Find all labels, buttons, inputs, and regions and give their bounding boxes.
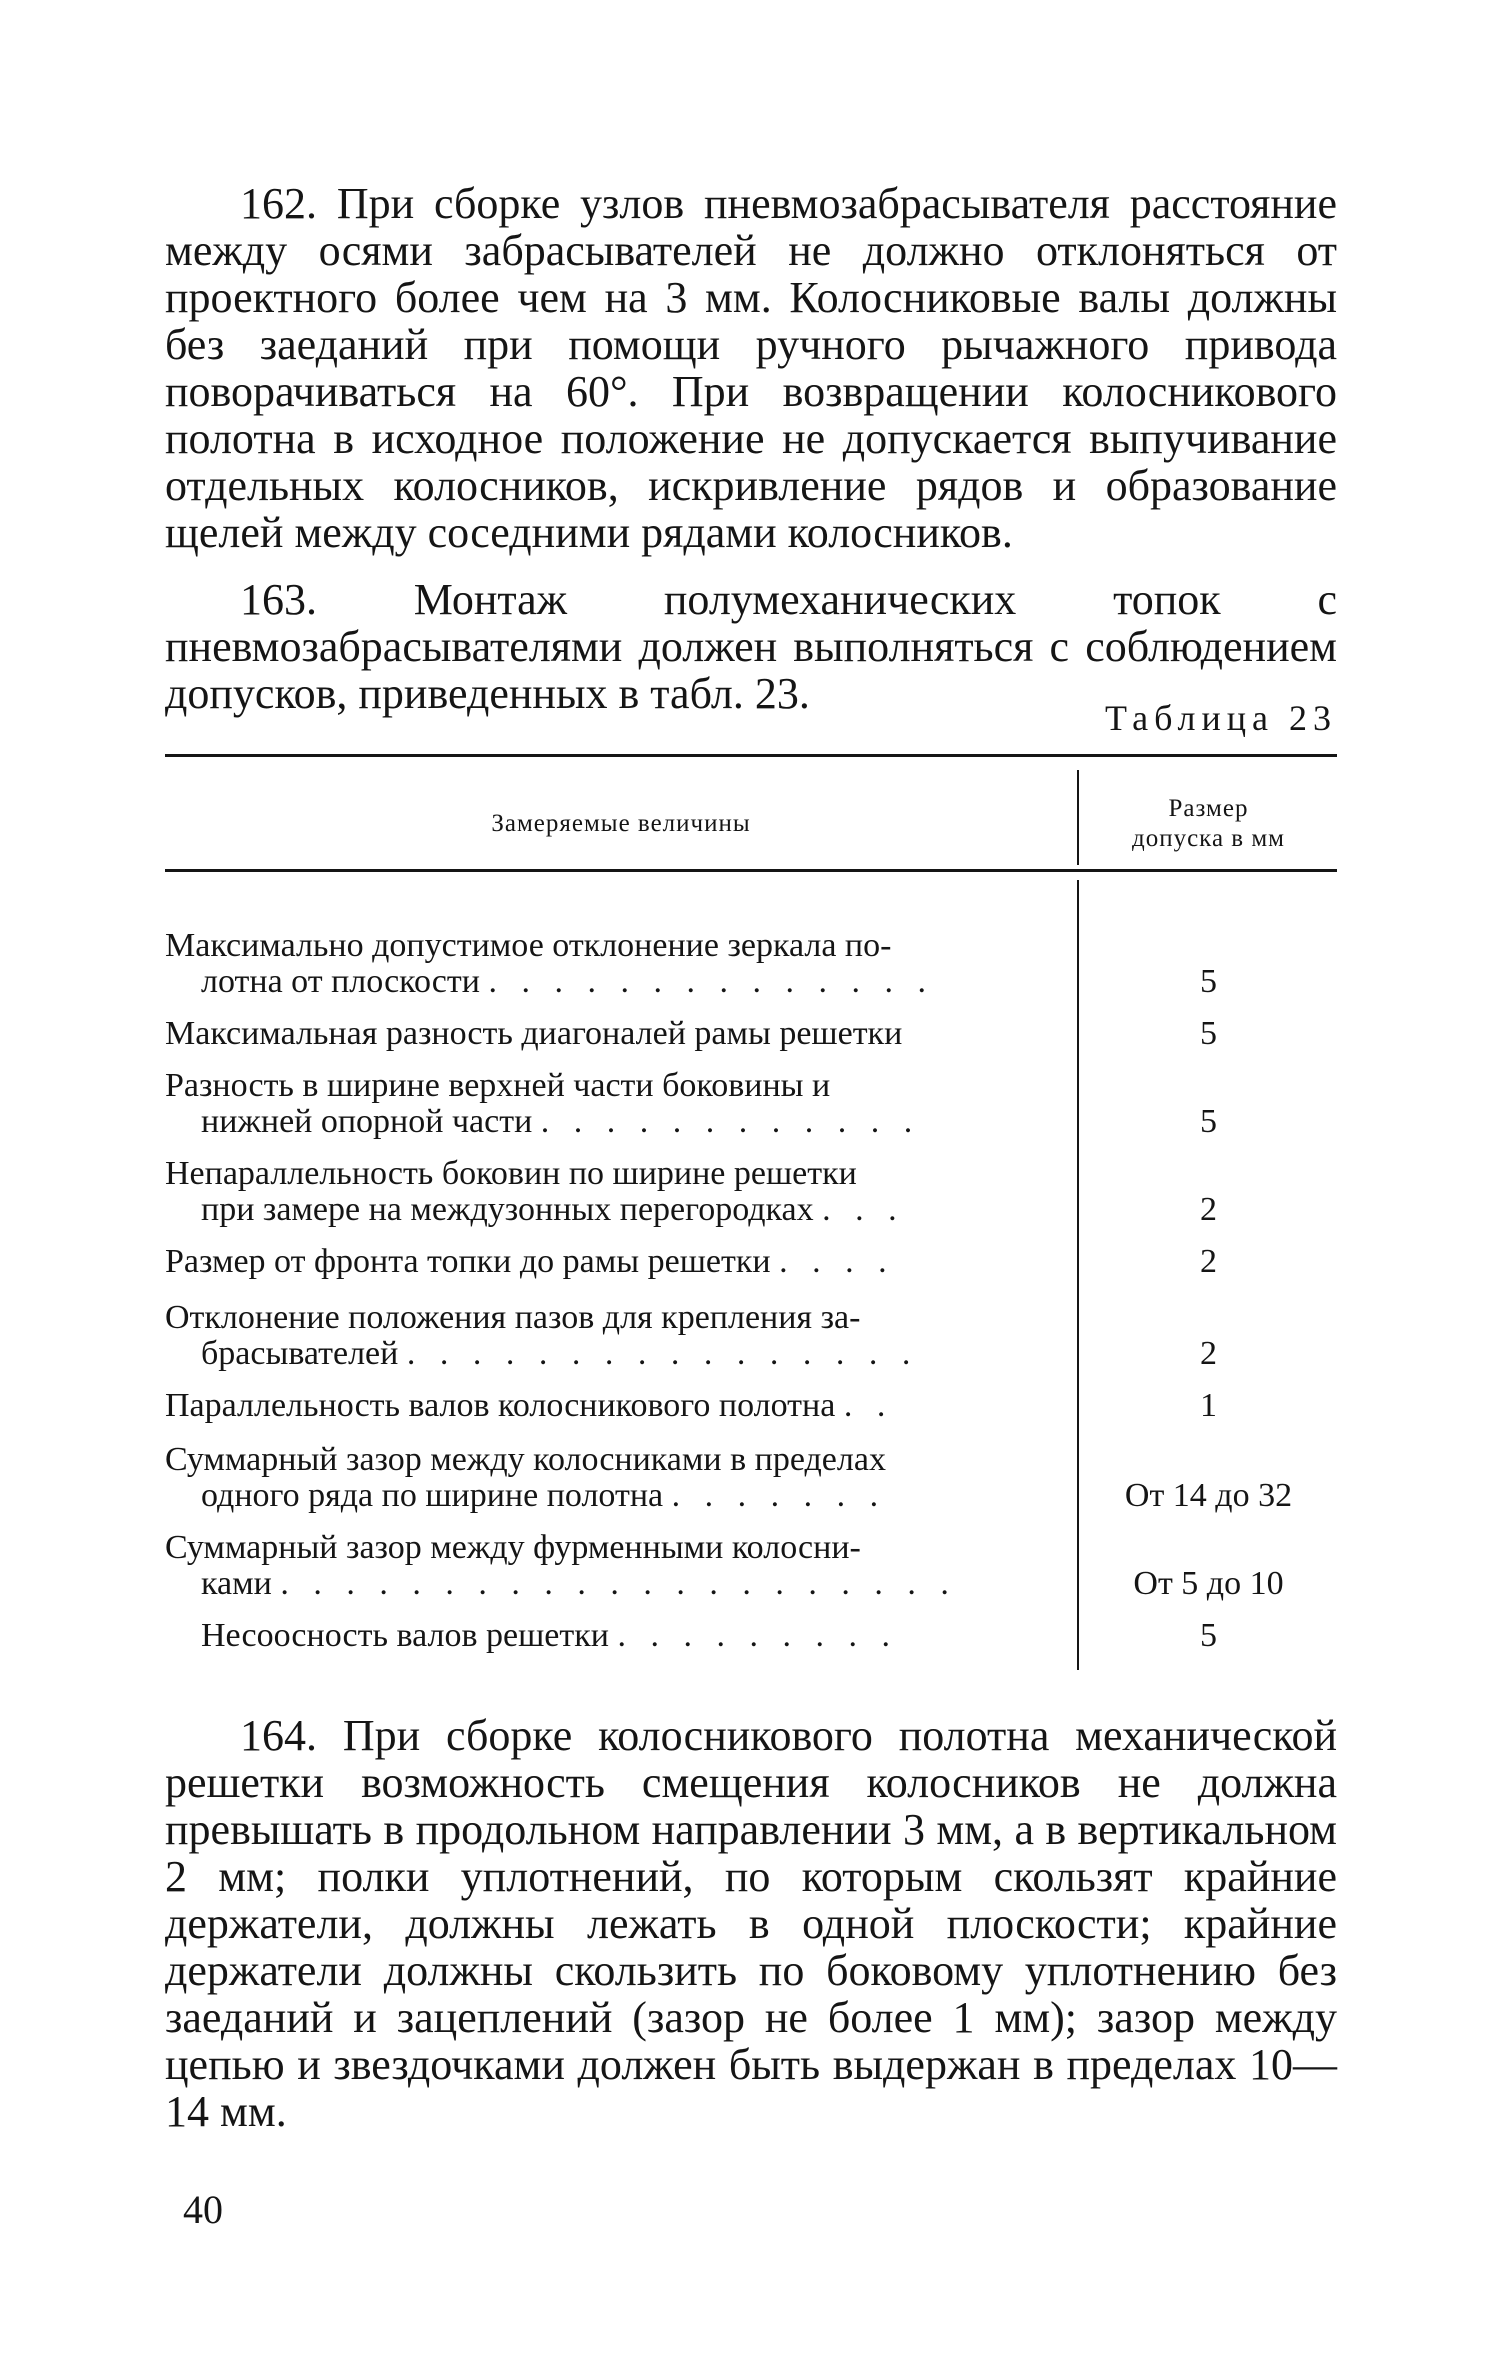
row-value: 2	[1200, 1243, 1217, 1280]
leader-dots: . . . .	[779, 1243, 895, 1280]
row-label-line1: Суммарный зазор между колосниками в пределах	[165, 1441, 886, 1478]
row-label	[165, 1618, 1065, 1654]
page-number: 40	[183, 2187, 223, 2232]
row-value: 5	[1200, 1617, 1217, 1654]
row-label-line2-wrap	[165, 1336, 1065, 1372]
row-value: 5	[1200, 1015, 1217, 1052]
leader-dots: . . . . . . . . . . . . . .	[488, 963, 934, 1000]
row-label-line1: Разность в ширине верхней части боковины и	[165, 1067, 831, 1104]
header-tolerance-line1: Размер	[1168, 795, 1249, 822]
row-label	[165, 1300, 1065, 1372]
header-tolerance-line2: допуска в мм	[1131, 825, 1285, 852]
row-label-line1: Отклонение положения пазов для крепления за-	[165, 1299, 861, 1336]
leader-dots: . . . . . . . . . . . .	[540, 1103, 921, 1140]
row-label	[165, 1068, 1065, 1140]
row-label-line1: Непараллельность боковин по ширине решетки	[165, 1155, 857, 1192]
leader-dots: . . . . . . . . . . . . . . . . . . . . .	[280, 1565, 957, 1602]
leader-dots: . . . . . . .	[671, 1477, 887, 1514]
row-value: 2	[1200, 1191, 1217, 1228]
row-label-line2-wrap	[165, 1478, 1065, 1514]
table-header-divider	[1077, 770, 1079, 865]
row-label-line2: ками	[201, 1565, 272, 1602]
row-label	[165, 1156, 1065, 1228]
row-label-line1: Суммарный зазор между фурменными колосни-	[165, 1529, 861, 1566]
row-label-line2-wrap	[165, 1104, 1065, 1140]
row-label-line1: Максимальная разность диагоналей рамы решетки	[165, 1015, 903, 1052]
row-label-line2-wrap	[165, 964, 1065, 1000]
row-value: 1	[1200, 1387, 1217, 1424]
row-label-line2: одного ряда по ширине полотна	[201, 1477, 664, 1514]
row-label-line1: Параллельность валов колосникового полотна	[165, 1387, 836, 1424]
table-caption: Таблица 23	[1105, 698, 1337, 738]
row-label-line1: Несоосность валов решетки	[201, 1617, 609, 1654]
row-label	[165, 1388, 1065, 1424]
table-header-measured	[165, 772, 1077, 876]
row-label	[165, 1016, 1065, 1052]
paragraph-163-text: 163. Монтаж полумеханических топок с пневмозабрасывателями должен выполняться с соблюдением допусков, приведенных в табл. 23.	[165, 575, 1337, 718]
row-label-line2: при замере на междузонных перегородках	[201, 1191, 814, 1228]
paragraph-164	[165, 1712, 1337, 2135]
row-label-line1: Максимально допустимое отклонение зеркала по-	[165, 927, 892, 964]
table-header-tolerance	[1080, 772, 1337, 876]
row-label-line1: Размер от фронта топки до рамы решетки	[165, 1243, 771, 1280]
row-label-line2: нижней опорной части	[201, 1103, 533, 1140]
paragraph-164-text: 164. При сборке колосникового полотна механической решетки возможность смещения колосников не должна превышать в продольном направлении 3 мм, а в вертикальном 2 мм; полки уплотнений, по которым скользят крайние держатели, должны лежать в одной плоскости; крайние держатели должны скользить по боковому уплотнению без заеданий и зацеплений (зазор не более 1 мм); зазор между цепью и звездочками должен быть выдержан в пределах 10—14 мм.	[165, 1711, 1337, 2136]
row-value: 5	[1200, 1103, 1217, 1140]
paragraph-162	[165, 180, 1337, 556]
row-label	[165, 1244, 1065, 1280]
paragraph-162-text: 162. При сборке узлов пневмозабрасывателя расстояние между осями забрасывателей не должно отклоняться от проектного более чем на 3 мм. Колосниковые валы должны без заеданий при помощи ручного рычажного привода поворачиваться на 60°. При возвращении колосникового полотна в исходное положение не допускается выпучивание отдельных колосников, искривление рядов и образование щелей между соседними рядами колосников.	[165, 179, 1337, 557]
header-measured-text: Замеряемые величины	[491, 810, 751, 837]
row-label-line2-wrap	[165, 1566, 1065, 1602]
table-body-divider	[1077, 880, 1079, 1670]
row-value: От 5 до 10	[1133, 1565, 1284, 1602]
leader-dots: . . . . . . . . .	[617, 1617, 898, 1654]
leader-dots: . . .	[822, 1191, 905, 1228]
row-value: 2	[1200, 1335, 1217, 1372]
leader-dots: . .	[843, 1387, 894, 1424]
row-value: От 14 до 32	[1124, 1477, 1293, 1514]
row-label	[165, 1442, 1065, 1514]
row-label-line2: лотна от плоскости	[201, 963, 480, 1000]
row-label-line2: брасывателей	[201, 1335, 399, 1372]
row-label-line2-wrap	[165, 1192, 1065, 1228]
row-label	[165, 928, 1065, 1000]
table-top-rule	[165, 754, 1337, 757]
row-value: 5	[1200, 963, 1217, 1000]
leader-dots: . . . . . . . . . . . . . . . .	[406, 1335, 919, 1372]
row-label	[165, 1530, 1065, 1602]
